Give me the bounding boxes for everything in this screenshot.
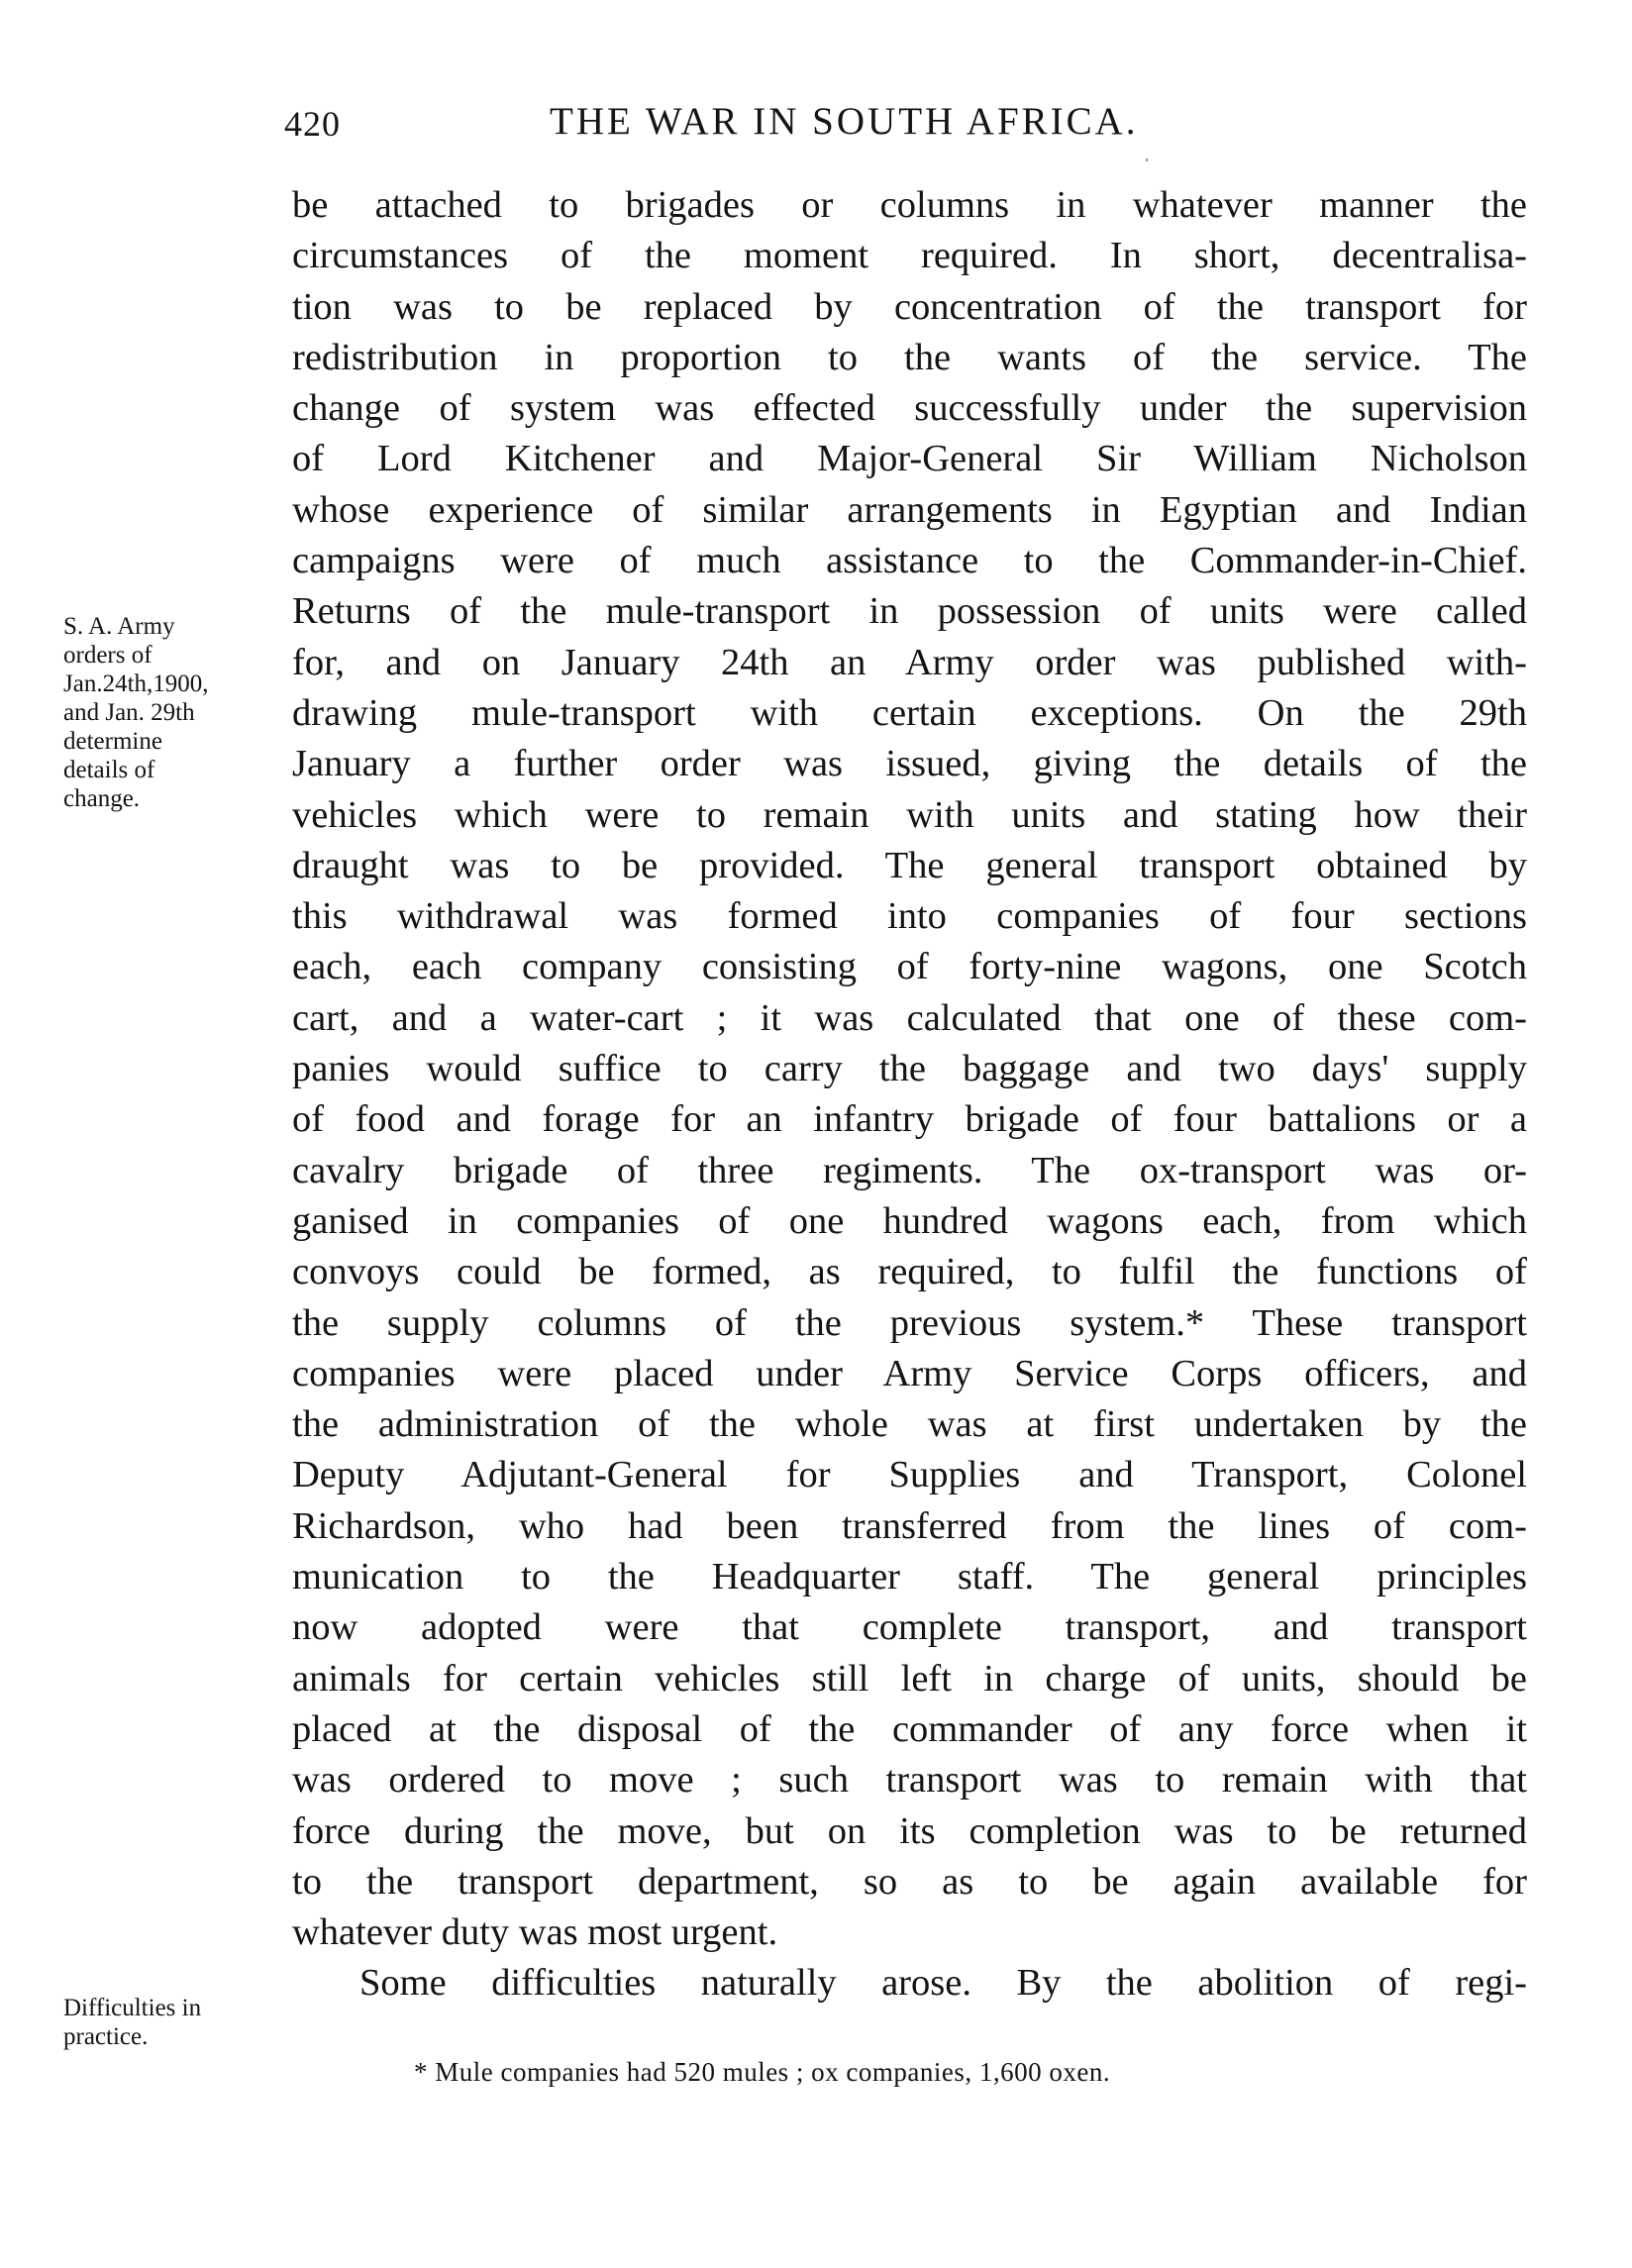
body-line: the administration of the whole was at first undertaken by the xyxy=(292,1403,1527,1446)
margin-note-line: change. xyxy=(63,785,141,812)
body-line: drawing mule-transport with certain exceptions. On the 29th xyxy=(292,691,1527,734)
scan-speck xyxy=(1146,158,1148,161)
body-line-paragraph-end: whatever duty was most urgent. xyxy=(292,1911,778,1954)
body-line: be attached to brigades or columns in whatever manner the xyxy=(292,184,1527,226)
body-line: convoys could be formed, as required, to fulfil the functions of xyxy=(292,1251,1527,1293)
body-line: cavalry brigade of three regiments. The ox-transport was or- xyxy=(292,1149,1527,1191)
running-title: THE WAR IN SOUTH AFRICA. xyxy=(550,100,1139,143)
body-line: animals for certain vehicles still left in charge of units, should be xyxy=(292,1657,1527,1700)
body-line: January a further order was issued, giving the details of the xyxy=(292,743,1527,785)
body-line: Richardson, who had been transferred from the lines of com- xyxy=(292,1504,1527,1547)
margin-note-line: Jan.24th,1900, xyxy=(63,670,209,697)
margin-note-line: and Jan. 29th xyxy=(63,699,195,726)
body-line-paragraph-start: Some difficulties naturally arose. By the abolition of regi- xyxy=(359,1962,1527,2005)
body-line: redistribution in proportion to the wants of the service. The xyxy=(292,336,1527,378)
body-line: change of system was effected successfully under the supervision xyxy=(292,387,1527,430)
margin-note-line: practice. xyxy=(63,2023,149,2050)
margin-note-line: Difficulties in xyxy=(63,1995,202,2021)
body-line: now adopted were that complete transport, and transport xyxy=(292,1606,1527,1649)
footnote: * Mule companies had 520 mules ; ox companies, 1,600 oxen. xyxy=(414,2057,1111,2087)
running-head xyxy=(0,99,1632,149)
body-line: companies were placed under Army Service Corps officers, and xyxy=(292,1352,1527,1394)
margin-note-army-orders xyxy=(63,612,271,813)
body-line: tion was to be replaced by concentration of the transport for xyxy=(292,285,1527,328)
body-line: munication to the Headquarter staff. The general principles xyxy=(292,1556,1527,1598)
body-line: to the transport department, so as to be again available for xyxy=(292,1860,1527,1903)
margin-note-line: details of xyxy=(63,757,155,783)
body-line: the supply columns of the previous system.* These transport xyxy=(292,1301,1527,1344)
body-line: ganised in companies of one hundred wagons each, from which xyxy=(292,1199,1527,1242)
body-line: vehicles which were to remain with units and stating how their xyxy=(292,793,1527,836)
body-line: draught was to be provided. The general transport obtained by xyxy=(292,844,1527,886)
body-line: Deputy Adjutant-General for Supplies and Transport, Colonel xyxy=(292,1454,1527,1496)
body-line: each, each company consisting of forty-nine wagons, one Scotch xyxy=(292,946,1527,988)
margin-note-line: S. A. Army xyxy=(63,613,175,640)
body-line: panies would suffice to carry the baggage and two days' supply xyxy=(292,1048,1527,1090)
body-line: this withdrawal was formed into companies of four sections xyxy=(292,895,1527,938)
body-line: of food and forage for an infantry brigade of four battalions or a xyxy=(292,1098,1527,1141)
body-line: campaigns were of much assistance to the Commander-in-Chief. xyxy=(292,540,1527,582)
body-line: for, and on January 24th an Army order was published with- xyxy=(292,641,1527,683)
margin-note-difficulties xyxy=(63,1994,281,2051)
body-line: circumstances of the moment required. In short, decentralisa- xyxy=(292,235,1527,277)
body-line: force during the move, but on its completion was to be returned xyxy=(292,1809,1527,1852)
margin-note-line: orders of xyxy=(63,642,153,669)
body-line: whose experience of similar arrangements in Egyptian and Indian xyxy=(292,488,1527,531)
body-line: of Lord Kitchener and Major-General Sir William Nicholson xyxy=(292,438,1527,480)
body-line: Returns of the mule-transport in possession of units were called xyxy=(292,590,1527,633)
body-line: was ordered to move ; such transport was to remain with that xyxy=(292,1759,1527,1802)
margin-note-line: determine xyxy=(63,728,162,755)
body-line: placed at the disposal of the commander of any force when it xyxy=(292,1707,1527,1750)
body-text xyxy=(292,180,1527,2010)
page-number: 420 xyxy=(284,104,341,144)
body-line: cart, and a water-cart ; it was calculated that one of these com- xyxy=(292,996,1527,1039)
